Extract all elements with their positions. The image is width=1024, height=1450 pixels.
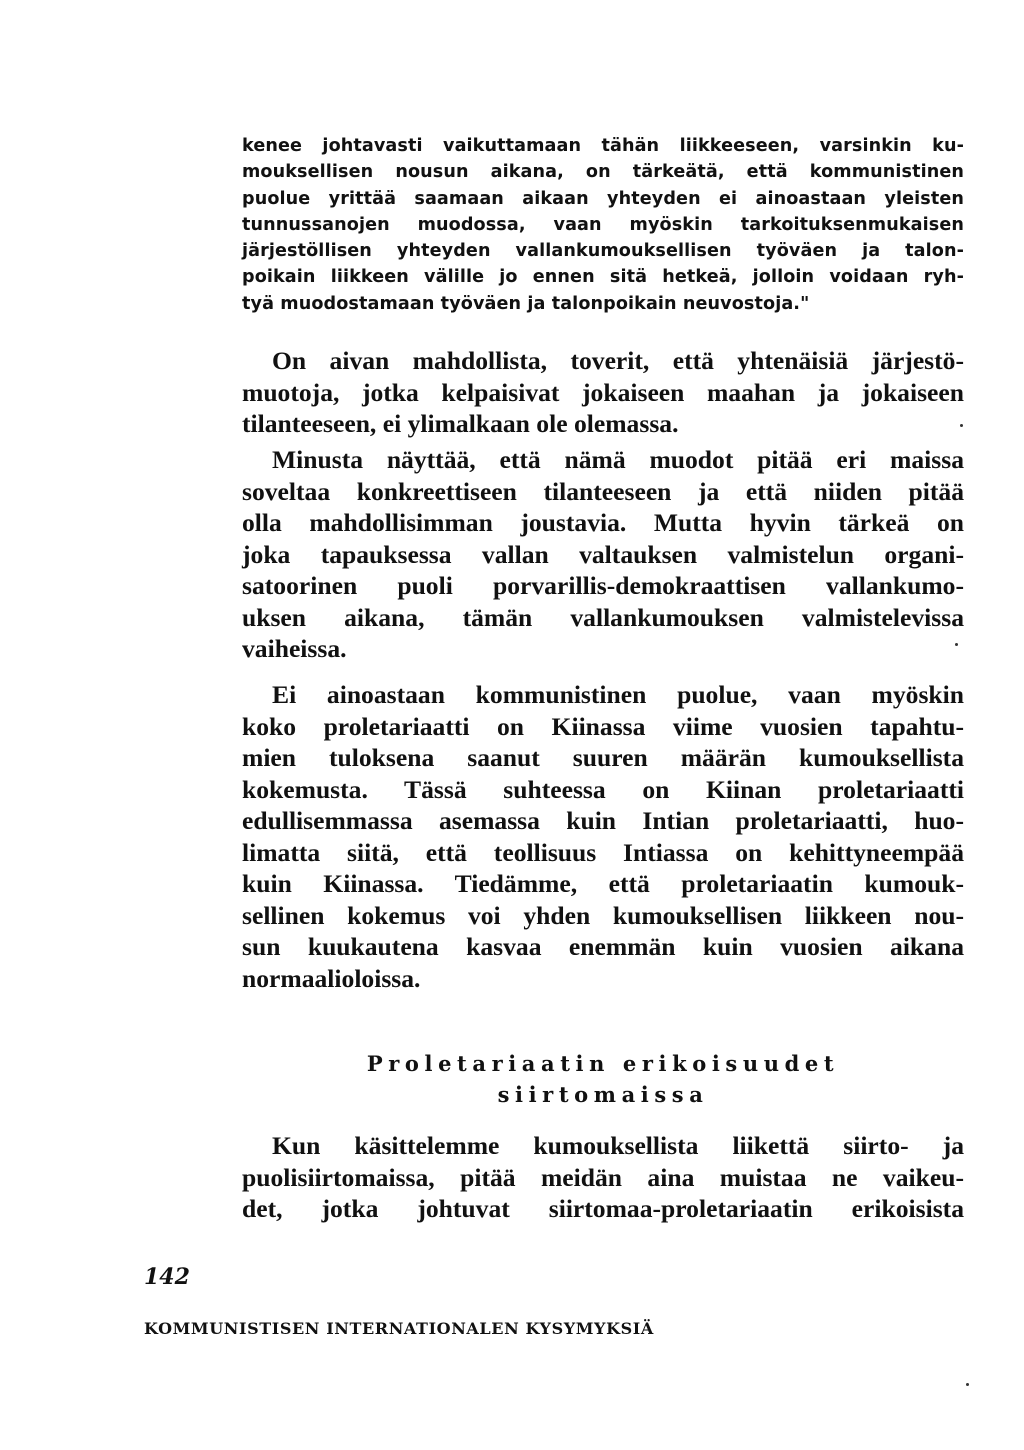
running-footer-title: KOMMUNISTISEN INTERNATIONALEN KYSYMYKSIÄ bbox=[144, 1319, 654, 1338]
paragraph-line: limatta siitä, että teollisuus Intiassa on kehittyneempää bbox=[242, 837, 964, 867]
paragraph-line: sun kuukautena kasvaa enemmän kuin vuosien aikana bbox=[242, 932, 964, 961]
paragraph-line: mien tuloksena saanut suuren määrän kumouksellista bbox=[242, 743, 964, 772]
print-speck bbox=[960, 424, 963, 427]
paragraph-line: uksen aikana, tämän vallankumouksen valmistelevissa bbox=[242, 602, 964, 632]
paragraph-line: tilanteeseen, ei ylimalkaan ole olemassa. bbox=[242, 409, 679, 438]
paragraph-line: joka tapauksessa vallan valtauksen valmistelun organi- bbox=[242, 539, 964, 569]
quote-block bbox=[242, 133, 964, 317]
page-number: 142 bbox=[144, 1264, 190, 1290]
paragraph-line: kuin Kiinassa. Tiedämme, että proletariaatin kumouk- bbox=[242, 869, 964, 898]
paragraph-4 bbox=[242, 1130, 964, 1225]
section-heading: Proletariaatin erikoisuudet bbox=[366, 1051, 840, 1076]
quote-line: poikain liikkeen välille jo ennen sitä hetkeä, jolloin voidaan ryh- bbox=[242, 267, 964, 288]
paragraph-line: Kun käsittelemme kumouksellista liikettä siirto- ja bbox=[272, 1131, 964, 1160]
paragraph-line: sellinen kokemus voi yhden kumouksellisen liikkeen nou- bbox=[242, 900, 964, 930]
quote-line: järjestöllisen yhteyden vallankumouksellisen työväen ja talon- bbox=[242, 241, 964, 262]
paragraph-line: olla mahdollisimman joustavia. Mutta hyvin tärkeä on bbox=[242, 508, 964, 537]
paragraph-line: edullisemmassa asemassa kuin Intian proletariaatti, huo- bbox=[242, 806, 964, 835]
paragraph-2 bbox=[242, 444, 964, 665]
paragraph-line: muotoja, jotka kelpaisivat jokaiseen maahan ja jokaiseen bbox=[242, 377, 964, 407]
paragraph-1 bbox=[242, 345, 964, 440]
paragraph-line: det, jotka johtuvat siirtomaa-proletariaatin erikoisista bbox=[242, 1194, 964, 1223]
quote-line: tunnussanojen muodossa, vaan myöskin tarkoituksenmukaisen bbox=[242, 214, 964, 235]
print-speck bbox=[955, 643, 958, 646]
paragraph-line: koko proletariaatti on Kiinassa viime vuosien tapahtu- bbox=[242, 711, 964, 741]
paragraph-line: normaalioloissa. bbox=[242, 963, 421, 993]
paragraph-line: satoorinen puoli porvarillis-demokraattisen vallankumo- bbox=[242, 571, 964, 600]
paragraph-line: vaiheissa. bbox=[242, 634, 347, 663]
section-heading-continued: siirtomaissa bbox=[497, 1082, 709, 1107]
paragraph-3 bbox=[242, 679, 964, 994]
paragraph-line: Minusta näyttää, että nämä muodot pitää eri maissa bbox=[272, 445, 964, 474]
quote-line: kenee johtavasti vaikuttamaan tähän liikkeeseen, varsinkin ku- bbox=[242, 136, 964, 156]
paragraph-line: Ei ainoastaan kommunistinen puolue, vaan myöskin bbox=[272, 680, 964, 709]
print-speck bbox=[966, 1383, 969, 1386]
quote-line: puolue yrittää saamaan aikaan yhteyden ei ainoastaan yleisten bbox=[242, 188, 964, 209]
paragraph-line: kokemusta. Tässä suhteessa on Kiinan proletariaatti bbox=[242, 774, 964, 804]
quote-line: tyä muodostamaan työväen ja talonpoikain neuvostoja." bbox=[242, 293, 810, 314]
paragraph-line: puolisiirtomaissa, pitää meidän aina muistaa ne vaikeu- bbox=[242, 1162, 964, 1192]
paragraph-line: On aivan mahdollista, toverit, että yhtenäisiä järjestö- bbox=[272, 346, 964, 375]
quote-line: mouksellisen nousun aikana, on tärkeätä, että kommunistinen bbox=[242, 162, 964, 183]
paragraph-line: soveltaa konkreettiseen tilanteeseen ja että niiden pitää bbox=[242, 476, 964, 506]
